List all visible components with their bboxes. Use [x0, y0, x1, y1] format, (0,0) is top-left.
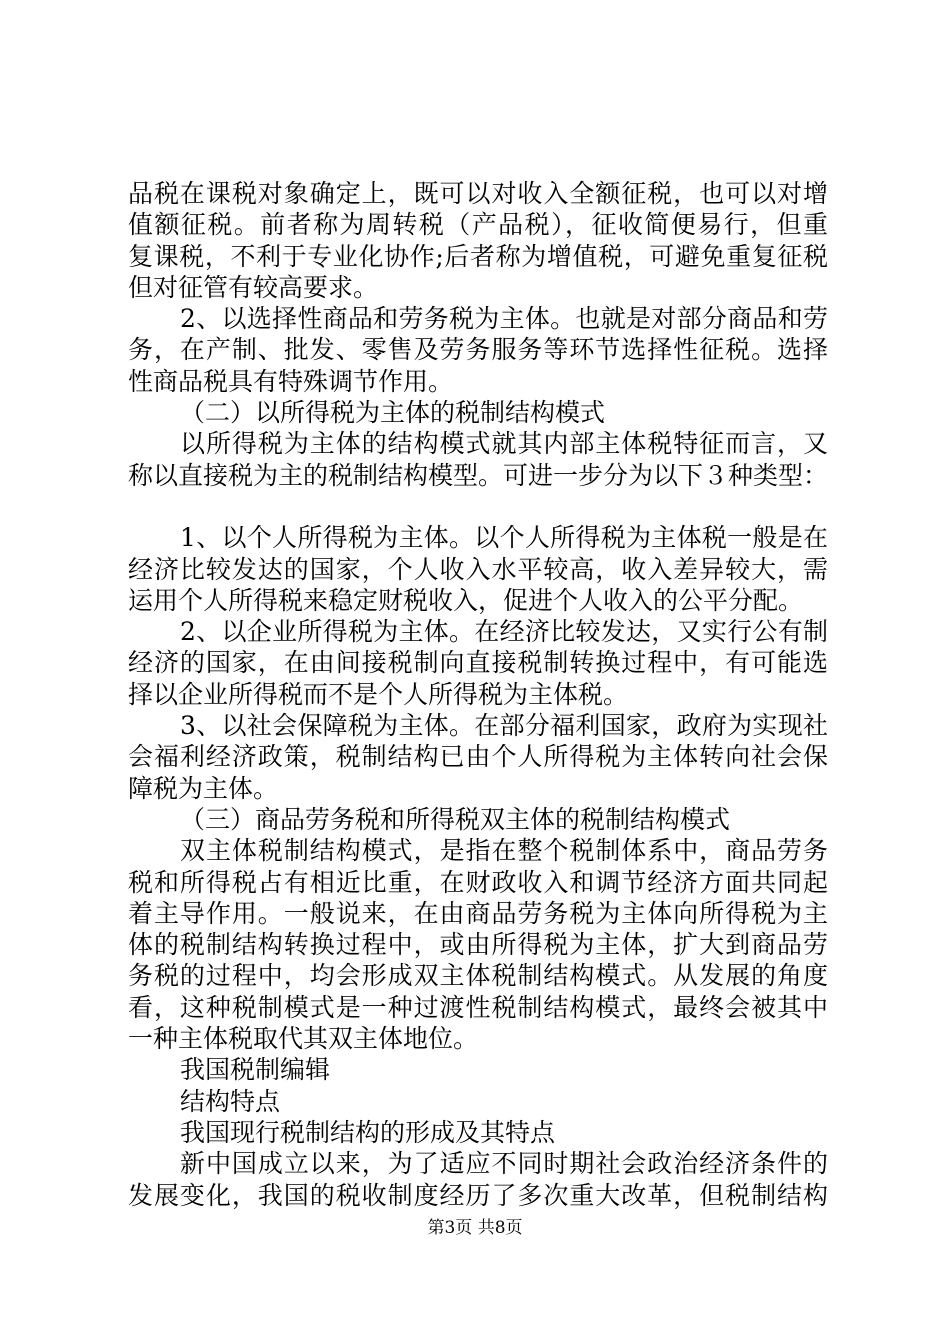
text-line: 经济的国家，在由间接税制向直接税制转换过程中，有可能选 [128, 648, 828, 678]
text-line: 经济比较发达的国家，个人收入水平较高，收入差异较大，需 [128, 554, 828, 584]
text-line: 复课税，不利于专业化协作;后者称为增值税，可避免重复征税 [128, 241, 828, 271]
text-line: 性商品税具有特殊调节作用。 [128, 366, 454, 396]
text-line: 着主导作用。一般说来，在由商品劳务税为主体向所得税为主 [128, 898, 828, 928]
text-line: 品税在课税对象确定上，既可以对收入全额征税，也可以对增 [128, 179, 828, 208]
section-heading: 结构特点 [180, 1086, 281, 1116]
text-line: 但对征管有较高要求。 [128, 272, 379, 302]
section-heading: （二）以所得税为主体的税制结构模式 [180, 398, 606, 428]
text-line: 会福利经济政策，税制结构已由个人所得税为主体转向社会保 [128, 742, 828, 772]
text-line: 看，这种税制模式是一种过渡性税制结构模式，最终会被其中 [128, 992, 828, 1022]
text-line: 择以企业所得税而不是个人所得税为主体税。 [128, 679, 629, 709]
text-line: 体的税制结构转换过程中，或由所得税为主体，扩大到商品劳 [128, 930, 828, 960]
text-line: 值额征税。前者称为周转税（产品税），征收简便易行，但重 [128, 210, 828, 240]
section-heading: （三）商品劳务税和所得税双主体的税制结构模式 [180, 804, 731, 834]
text-line: 1、以个人所得税为主体。以个人所得税为主体税一般是在 [180, 523, 828, 553]
text-line: 障税为主体。 [128, 773, 279, 803]
text-line: 务税的过程中，均会形成双主体税制结构模式。从发展的角度 [128, 961, 828, 991]
text-line: 务，在产制、批发、零售及劳务服务等环节选择性征税。选择 [128, 335, 828, 365]
text-line: 税和所得税占有相近比重，在财政收入和调节经济方面共同起 [128, 867, 828, 897]
text-line: 3、以社会保障税为主体。在部分福利国家，政府为实现社 [180, 711, 828, 741]
document-body [128, 178, 828, 1211]
section-heading: 我国现行税制结构的形成及其特点 [180, 1117, 556, 1147]
text-line: 新中国成立以来，为了适应不同时期社会政治经济条件的 [180, 1149, 828, 1179]
section-heading: 我国税制编辑 [180, 1055, 331, 1085]
text-line: 发展变化，我国的税收制度经历了多次重大改革，但税制结构 [128, 1180, 828, 1210]
page-footer: 第3页 共8页 [427, 1218, 523, 1238]
text-line: 一种主体税取代其双主体地位。 [128, 1024, 479, 1054]
text-line: 称以直接税为主的税制结构模型。可进一步分为以下３种类型： [128, 460, 829, 490]
text-line: 以所得税为主体的结构模式就其内部主体税特征而言，又 [180, 429, 828, 459]
text-line: 2、以企业所得税为主体。在经济比较发达，又实行公有制 [180, 617, 828, 647]
blank-line [128, 491, 828, 522]
text-line: 运用个人所得税来稳定财税收入，促进个人收入的公平分配。 [128, 585, 804, 615]
text-line: 2、以选择性商品和劳务税为主体。也就是对部分商品和劳 [180, 304, 828, 334]
text-line: 双主体税制结构模式，是指在整个税制体系中，商品劳务 [180, 836, 828, 866]
